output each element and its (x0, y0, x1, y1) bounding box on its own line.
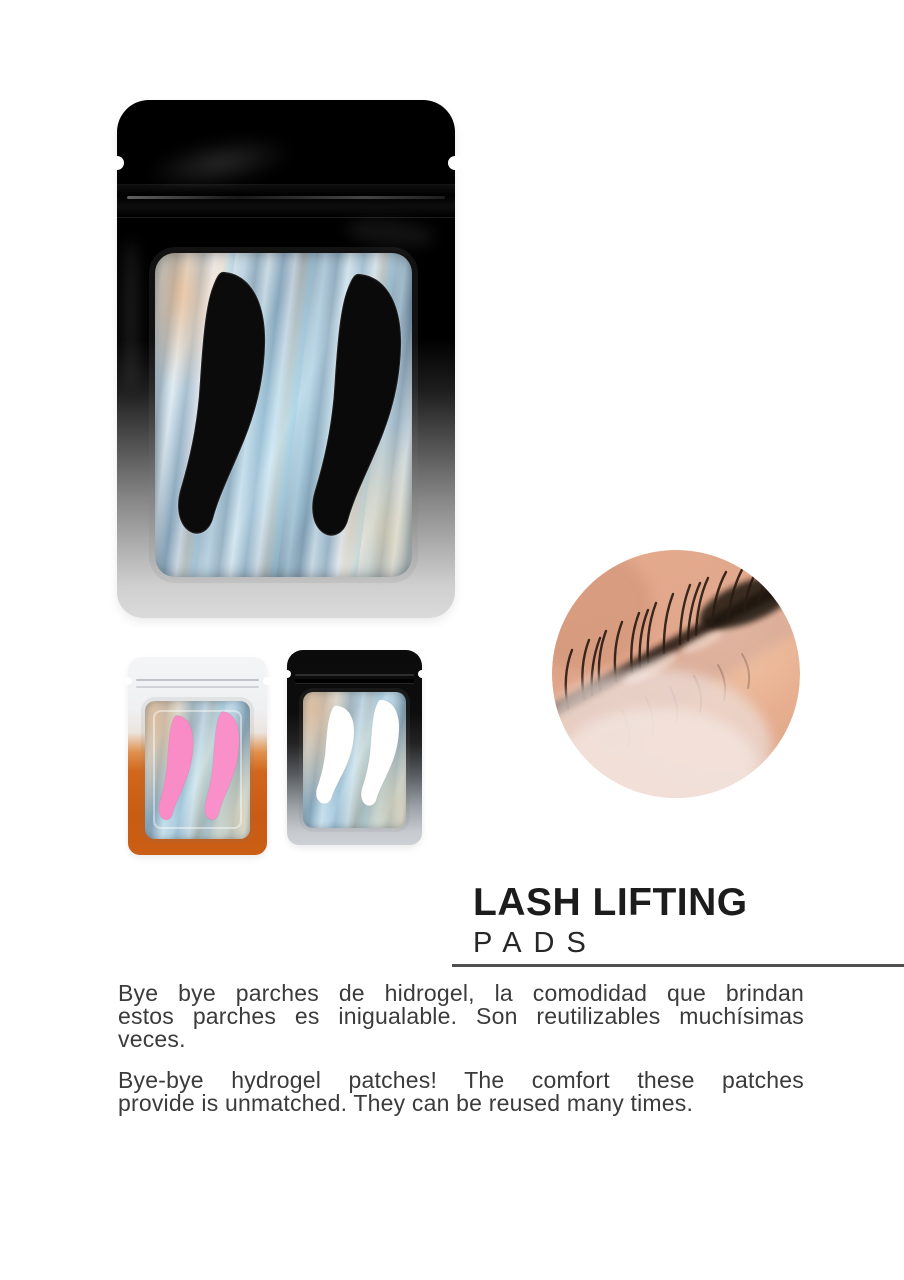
eye-pad-right (312, 274, 401, 536)
bag-zipper-seal (295, 679, 414, 683)
pink-eye-pads-graphic (145, 701, 250, 839)
text-line: estos parches es inigualable. Son reutilizables muchísimas (118, 1003, 804, 1029)
description-english (118, 1069, 804, 1115)
title-underline (452, 964, 904, 967)
holographic-window (155, 253, 412, 577)
tear-notch-left (110, 156, 124, 170)
main-product-bag (117, 100, 455, 618)
bag-gloss-highlight (123, 240, 139, 390)
eye-closeup-graphic (552, 550, 800, 798)
description-spanish (118, 982, 804, 1051)
page-title: LASH LIFTING (473, 881, 748, 924)
bag-zipper-line (136, 679, 259, 681)
eye-pad-left (316, 705, 354, 803)
tear-notch-right (448, 156, 462, 170)
bag-zipper-seal (127, 196, 445, 199)
silver-product-bag (287, 650, 422, 845)
black-eye-pads-graphic (155, 253, 412, 577)
tear-notch-left (124, 677, 132, 685)
lash-lift-eye-photo (552, 550, 800, 798)
text-line: Bye-bye hydrogel patches! The comfort these patches (118, 1067, 804, 1093)
white-eye-pads-graphic (303, 692, 406, 828)
bag-zipper-line (295, 674, 414, 676)
eye-pad-right (361, 700, 399, 806)
holographic-window (303, 692, 406, 828)
tear-notch-left (283, 670, 291, 678)
text-line: provide is unmatched. They can be reused many times. (118, 1090, 694, 1116)
eye-pad-left (159, 716, 193, 820)
text-line: veces. (118, 1026, 186, 1052)
eye-pad-left (178, 272, 265, 534)
eye-pad-right (205, 712, 239, 820)
orange-product-bag (128, 657, 267, 855)
title-block (473, 882, 748, 959)
tear-notch-right (418, 670, 426, 678)
page-subtitle: PADS (473, 927, 598, 959)
bag-gloss-highlight (344, 215, 436, 250)
bag-zipper-band (117, 184, 455, 218)
bag-zipper-line (136, 686, 259, 688)
tear-notch-right (263, 677, 271, 685)
text-line: Bye bye parches de hidrogel, la comodidad que brindan (118, 980, 804, 1006)
holographic-window (145, 701, 250, 839)
